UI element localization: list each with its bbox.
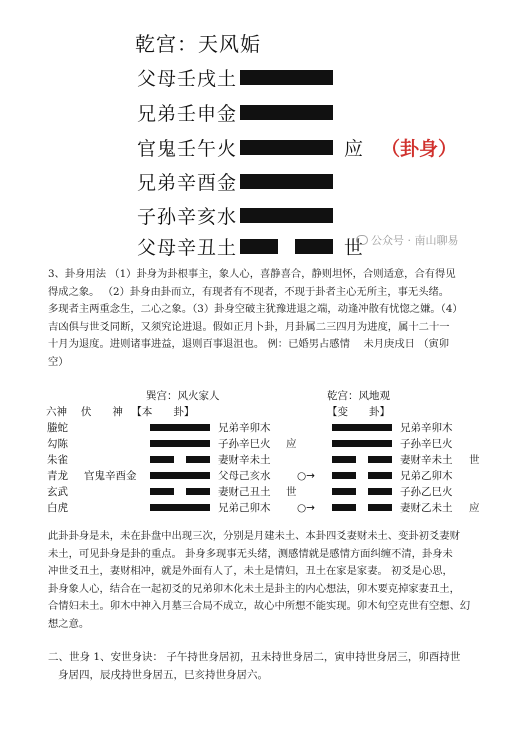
yang-line-bar bbox=[240, 105, 333, 120]
bian-gua-yin-bar bbox=[368, 472, 392, 479]
yao-label: 子孙辛亥水 bbox=[137, 206, 238, 228]
hexagram-figure-gou bbox=[0, 0, 528, 262]
moving-line-marker: ○→ bbox=[297, 502, 315, 514]
ben-gua-shi-ying-marker: 应 bbox=[286, 438, 297, 450]
yao-line-6 bbox=[137, 60, 517, 94]
yao-line-3 bbox=[137, 164, 517, 198]
ben-gua-yin-bar bbox=[186, 456, 210, 463]
six-god-label: 朱雀 bbox=[47, 454, 68, 466]
bian-gua-yao-label: 妻财辛未土 bbox=[400, 454, 453, 466]
bian-gua-yao-label: 兄弟辛卯木 bbox=[400, 422, 453, 434]
ben-gua-yang-bar bbox=[150, 504, 210, 511]
gua-shen-usage-paragraph bbox=[48, 266, 463, 371]
text-line: 想之意。 bbox=[48, 617, 90, 630]
watermark bbox=[356, 232, 459, 248]
gua-shen-marker: （卦身） bbox=[381, 138, 458, 160]
ben-gua-yao-label: 兄弟己卯木 bbox=[218, 502, 271, 514]
yao-label: 父母辛丑土 bbox=[137, 237, 238, 259]
bian-gua-yin-bar bbox=[332, 504, 356, 511]
yang-line-bar bbox=[240, 140, 333, 155]
yao-line-5 bbox=[137, 95, 517, 129]
bian-gua-shi-ying-marker: 世 bbox=[469, 454, 480, 466]
bian-gua-yin-bar bbox=[368, 456, 392, 463]
yang-line-bar bbox=[240, 70, 333, 85]
hexagram-row bbox=[0, 436, 528, 452]
shi-shen-section bbox=[48, 648, 460, 684]
moving-line-marker: ○→ bbox=[297, 470, 315, 482]
ben-gua-yao-label: 父母己亥水 bbox=[218, 470, 271, 482]
ben-gua-yang-bar bbox=[150, 440, 210, 447]
bian-gua-yao-label: 妻财乙未土 bbox=[400, 502, 453, 514]
ben-gua-yang-bar bbox=[150, 424, 210, 431]
hexagram-row bbox=[0, 468, 528, 484]
text-line: 二、世身 1、安世身诀： 子午持世身居初，丑未持世身居二，寅申持世身居三，卯酉持世 bbox=[48, 651, 461, 663]
bian-gua-yin-bar bbox=[368, 504, 392, 511]
hexagram-row bbox=[0, 452, 528, 468]
ben-gua-title: 巽宫：风火家人 bbox=[146, 390, 220, 402]
bian-gua-yao-label: 子孙乙巳火 bbox=[400, 486, 453, 498]
fu-shen-label: 官鬼辛酉金 bbox=[84, 470, 137, 482]
table-header-left: 六神 伏 神 【本 卦】 bbox=[46, 406, 195, 418]
bian-gua-yin-bar bbox=[368, 488, 392, 495]
ben-gua-yin-bar bbox=[186, 488, 210, 495]
text-line: 卦身象人心，结合在一起初爻的兄弟卯木化未土是卦主的内心想法，卯木要克掉家妻丑土， bbox=[48, 582, 460, 595]
bian-gua-yang-bar bbox=[332, 424, 392, 431]
text-line: 十月为退度。进则诸事进益，退则百事退沮也。 例：已婚男占感情 未月庚戌日 （寅卯 bbox=[48, 338, 450, 350]
yao-label: 兄弟壬申金 bbox=[137, 103, 238, 125]
ben-gua-shi-ying-marker: 世 bbox=[286, 486, 297, 498]
ben-gua-yao-label: 妻财己丑土 bbox=[218, 486, 271, 498]
six-god-label: 勾陈 bbox=[47, 438, 68, 450]
table-header-right: 【变 卦】 bbox=[327, 406, 390, 418]
yao-label: 兄弟辛酉金 bbox=[137, 172, 238, 194]
hexagram-row bbox=[0, 420, 528, 436]
text-line: 未土，可见卦身是卦的重点。 卦身多现事无头绪，测感情就是感情方面纠缠不清，卦身未 bbox=[48, 547, 453, 560]
yao-line-4 bbox=[137, 130, 517, 164]
ben-gua-yin-bar bbox=[150, 488, 174, 495]
shi-marker: 世 bbox=[344, 237, 364, 259]
text-line: 身居四，辰戌持世身居五，巳亥持世身居六。 bbox=[58, 669, 268, 681]
bian-gua-yao-label: 子孙辛巳火 bbox=[400, 438, 453, 450]
six-god-label: 螣蛇 bbox=[47, 422, 68, 434]
hexagram-table-jiaren-guan bbox=[0, 384, 528, 514]
hexagram-title: 乾宫：天风姤 bbox=[135, 32, 261, 56]
text-line: 得成之象。 （2）卦身由卦而立，有现者有不现者，不现于卦者主心无所主，事无头绪。 bbox=[48, 285, 450, 298]
ben-gua-yao-label: 妻财辛未土 bbox=[218, 454, 271, 466]
bian-gua-shi-ying-marker: 应 bbox=[469, 502, 480, 514]
yao-label: 官鬼壬午火 bbox=[137, 138, 238, 160]
text-line: 冲世爻丑土，妻财相冲，就是外面有人了，未土是情妇，丑土在家是家妻。 初爻是心思， bbox=[48, 565, 453, 577]
bian-gua-yin-bar bbox=[332, 472, 356, 479]
example-analysis-paragraph bbox=[48, 528, 470, 633]
wechat-icon bbox=[356, 235, 368, 245]
text-line: 合情妇未土。卯木中神入月墓三合局不成立，故心中所想不能实现。卯木旬空克世有空想、幻 bbox=[48, 600, 471, 612]
text-line: 3、卦身用法 （1）卦身为卦根事主，象人心，喜静喜合，静则坦怀，合则适意，合有得见 bbox=[48, 268, 456, 280]
text-line: 吉凶俱与世爻同断，又须究论进退。假如正月卜卦，月卦属二三四月为进度，属十二十一 bbox=[48, 320, 450, 333]
ying-marker: 应 bbox=[344, 138, 364, 160]
bian-gua-yao-label: 兄弟乙卯木 bbox=[400, 470, 453, 482]
yang-line-bar bbox=[240, 174, 333, 189]
hexagram-row bbox=[0, 484, 528, 500]
ben-gua-yin-bar bbox=[150, 456, 174, 463]
six-god-label: 青龙 bbox=[47, 470, 68, 482]
watermark-text: 公众号 · 南山聊易 bbox=[371, 234, 459, 247]
yang-line-bar bbox=[240, 208, 333, 223]
yao-label: 父母壬戌土 bbox=[137, 68, 238, 90]
six-god-label: 白虎 bbox=[47, 502, 68, 514]
bian-gua-title: 乾宫：风地观 bbox=[327, 390, 390, 402]
text-line: 此卦卦身是未，未在卦盘中出现三次，分别是月建未土、本卦四爻妻财未土、变卦初爻妻财 bbox=[48, 530, 460, 542]
hexagram-row bbox=[0, 500, 528, 516]
ben-gua-yao-label: 子孙辛巳火 bbox=[218, 438, 271, 450]
yin-line-right-bar bbox=[295, 239, 333, 254]
six-god-label: 玄武 bbox=[47, 486, 68, 498]
text-line: 多现者主两重念生，二心之象。（3）卦身空破主犹豫进退之端，动逢冲散有忧惚之嫌。（4） bbox=[48, 303, 463, 315]
bian-gua-yin-bar bbox=[332, 456, 356, 463]
bian-gua-yang-bar bbox=[332, 440, 392, 447]
yao-line-1 bbox=[137, 229, 517, 263]
ben-gua-yao-label: 兄弟辛卯木 bbox=[218, 422, 271, 434]
yao-line-2 bbox=[137, 198, 517, 232]
text-line: 空） bbox=[48, 355, 69, 368]
bian-gua-yin-bar bbox=[332, 488, 356, 495]
ben-gua-yang-bar bbox=[150, 472, 210, 479]
yin-line-left-bar bbox=[240, 239, 278, 254]
